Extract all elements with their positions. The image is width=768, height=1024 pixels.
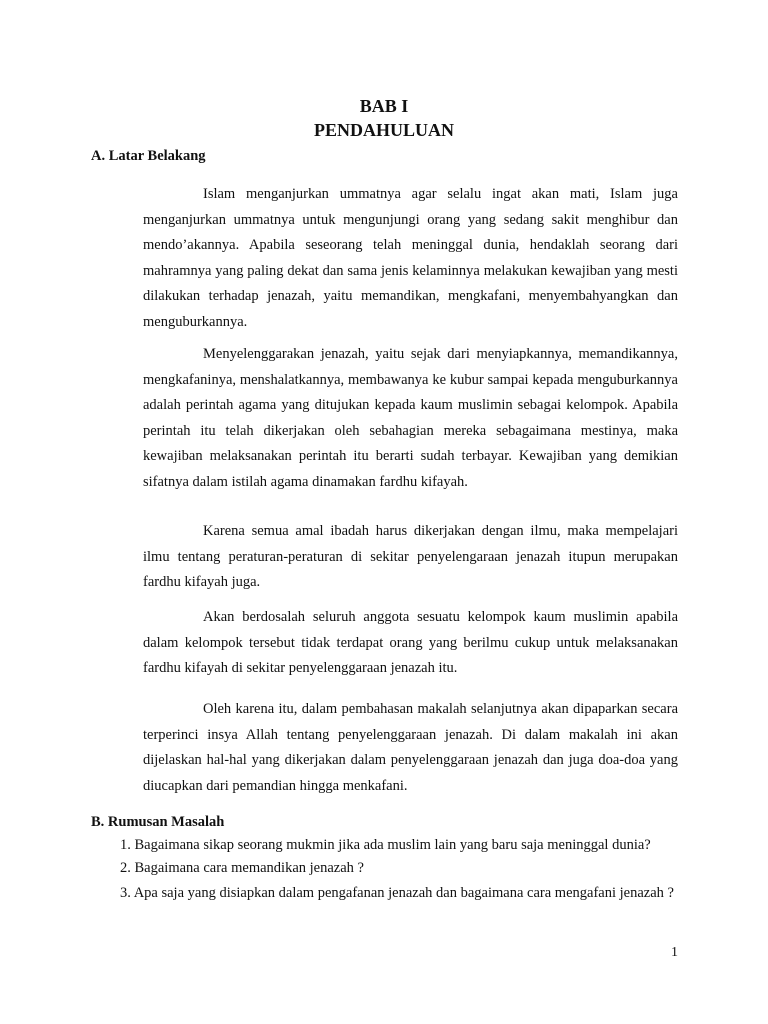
chapter-subtitle: PENDAHULUAN xyxy=(313,120,454,140)
page-number: 1 xyxy=(671,945,678,960)
list-item-1: 1. Bagaimana sikap seorang mukmin jika ada muslim lain yang baru saja meninggal dunia? xyxy=(120,837,651,853)
paragraph-2: Menyelenggarakan jenazah, yaitu sejak dari menyiapkannya, memandikannya, mengkafaninya, menshalatkannya, membawanya ke kubur sampai kepada menguburkannya adalah perintah agama yang ditujukan kepada kaum muslimin sebagai kelompok. Apabila perintah itu telah dikerjakan oleh sebahagian mereka sebagaimana mestinya, maka kewajiban melaksanakan perintah itu berarti sudah terbayar. Kewajiban yang demikian sifatnya dalam istilah agama dinamakan fardhu kifayah. xyxy=(143,346,678,490)
paragraph-5: Oleh karena itu, dalam pembahasan makalah selanjutnya akan dipaparkan secara terperinci insya Allah tentang penyelenggaraan jenazah. Di dalam makalah ini akan dijelaskan hal-hal yang dikerjakan dalam penyelenggaraan jenazah dan juga doa-doa yang diucapkan dari pemandian hingga menkafani. xyxy=(143,701,678,794)
section-heading-latar-belakang: A. Latar Belakang xyxy=(91,148,206,164)
list-item-3: 3. Apa saja yang disiapkan dalam pengafanan jenazah dan bagaimana cara mengafani jenazah ? xyxy=(120,885,674,901)
chapter-title: BAB I xyxy=(359,96,409,116)
list-item-2: 2. Bagaimana cara memandikan jenazah ? xyxy=(120,860,364,876)
paragraph-4: Akan berdosalah seluruh anggota sesuatu kelompok kaum muslimin apabila dalam kelompok tersebut tidak terdapat orang yang berilmu cukup untuk melaksanakan fardhu kifayah di sekitar penyelenggaraan jenazah itu. xyxy=(143,609,678,676)
paragraph-3: Karena semua amal ibadah harus dikerjakan dengan ilmu, maka mempelajari ilmu tentang peraturan-peraturan di sekitar penyelengaraan jenazah itupun merupakan fardhu kifayah juga. xyxy=(143,523,678,590)
paragraph-1: Islam menganjurkan ummatnya agar selalu ingat akan mati, Islam juga menganjurkan ummatnya untuk mengunjungi orang yang sedang sakit menghibur dan mendo’akannya. Apabila seseorang telah meninggal dunia, hendaklah seorang dari mahramnya yang paling dekat dan sama jenis kelaminnya melakukan kewajiban yang mesti dilakukan terhadap jenazah, yaitu memandikan, mengkafani, menyembahyangkan dan menguburkannya. xyxy=(143,186,678,330)
section-heading-rumusan-masalah: B. Rumusan Masalah xyxy=(91,814,225,830)
